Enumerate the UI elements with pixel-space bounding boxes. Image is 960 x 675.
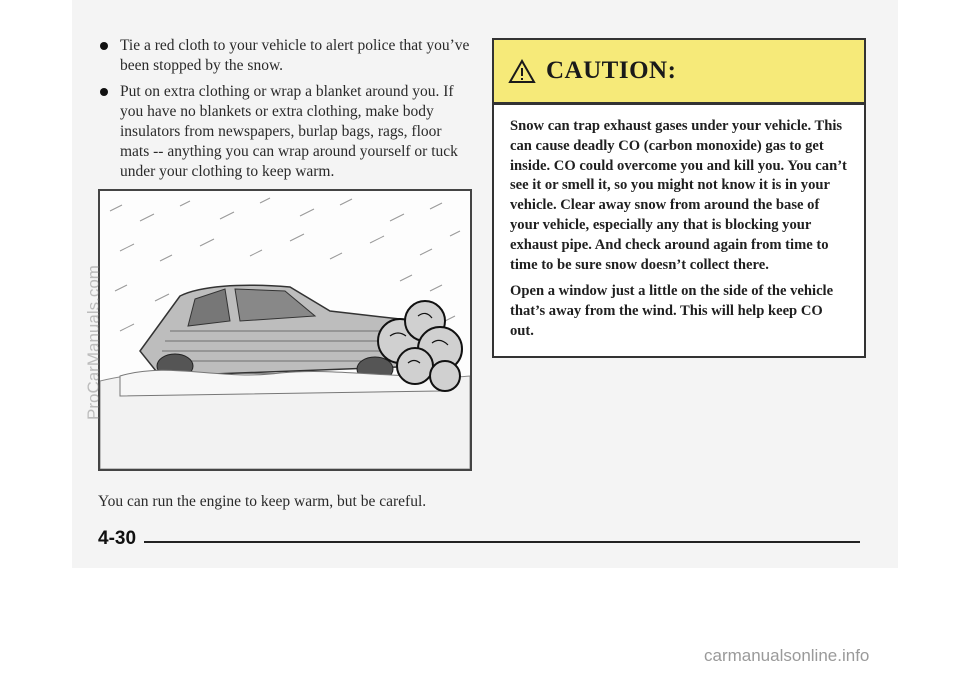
caution-title: CAUTION: <box>546 57 677 84</box>
bottom-watermark: carmanualsonline.info <box>704 646 870 665</box>
bullet-text: Tie a red cloth to your vehicle to alert police that you’ve been stopped by the snow. <box>120 37 470 74</box>
page-footer <box>98 528 860 554</box>
bullet-text: Put on extra clothing or wrap a blanket around you. If you have no blankets or extra clothing, make body insulators from newspapers, burlap bags, rags, floor mats -- anything you can wrap around yourself or tuck under your clothing to keep warm. <box>120 83 458 180</box>
footer-rule <box>144 541 860 543</box>
caution-paragraph: Open a window just a little on the side of the vehicle that’s away from the wind. This will help keep CO out. <box>510 283 834 339</box>
car-stuck-in-snow-illustration <box>100 191 470 469</box>
caution-box <box>492 38 866 358</box>
bullet-item <box>100 82 470 182</box>
caution-body <box>494 105 864 342</box>
side-watermark: ProCarManuals.com <box>84 265 103 420</box>
bullet-dot-icon <box>100 42 108 50</box>
closing-text: You can run the engine to keep warm, but be careful. <box>98 493 427 510</box>
page-number: 4-30 <box>98 528 137 549</box>
bullet-item <box>100 36 470 76</box>
car-in-snow-figure <box>98 189 472 471</box>
warning-triangle-icon <box>508 59 536 84</box>
caution-paragraph: Snow can trap exhaust gases under your vehicle. This can cause deadly CO (carbon monoxide) gas to get inside. CO could overcome you and kill you. You can’t see it or smell it, so you might not know it is in your vehicle. Clear away snow from around the base of your vehicle, especially any that is blocking your exhaust pipe. And check around again from time to time to be sure snow doesn’t collect there. <box>510 118 847 273</box>
bullet-dot-icon <box>100 88 108 96</box>
bullet-list <box>100 36 470 188</box>
caution-header <box>494 40 864 105</box>
